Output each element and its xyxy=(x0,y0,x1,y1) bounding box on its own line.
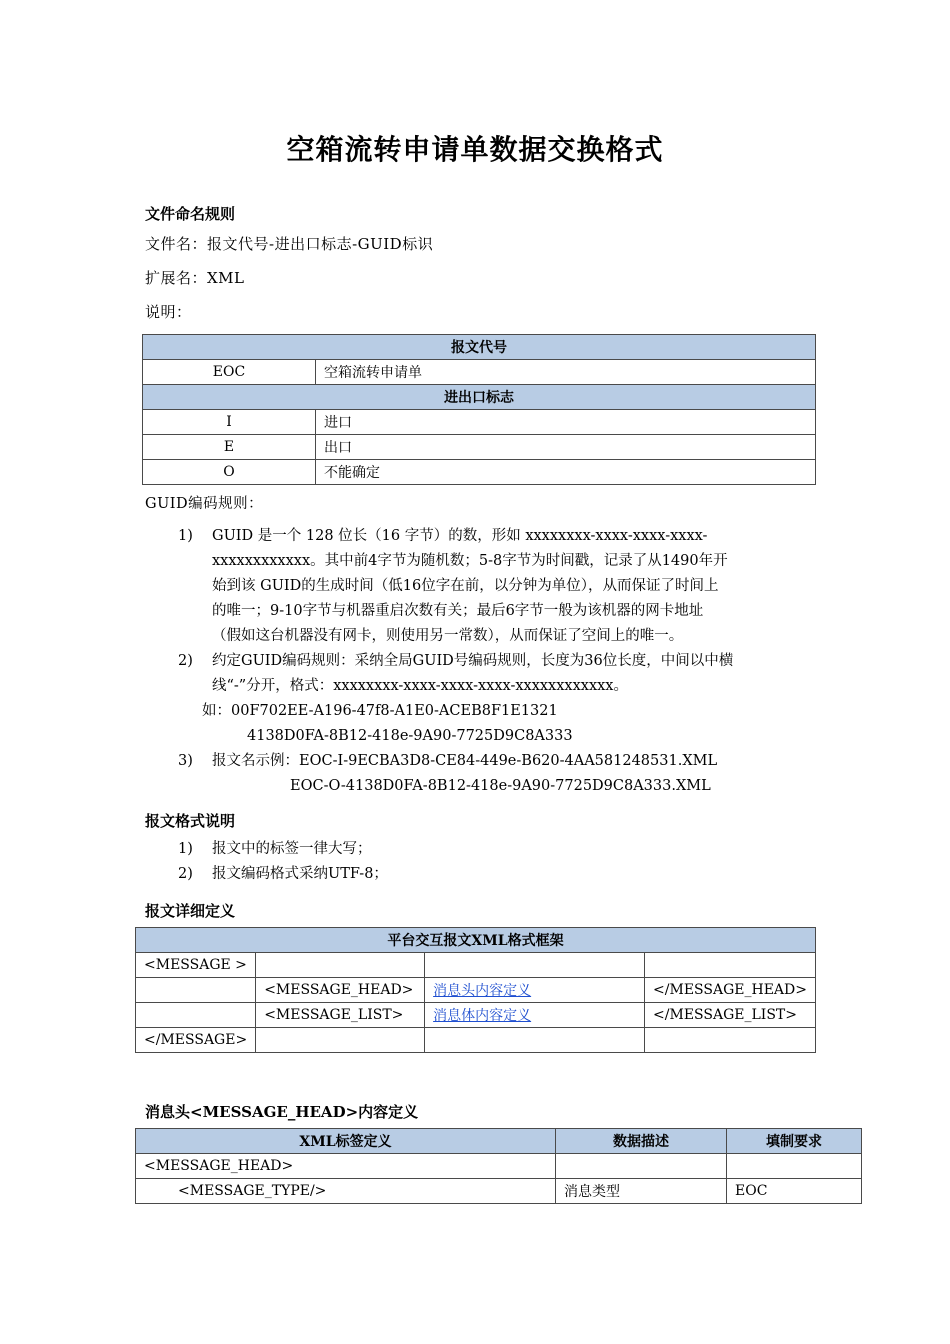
table-row xyxy=(143,360,816,385)
code-cell: I xyxy=(143,410,316,435)
desc-cell: 进口 xyxy=(316,410,816,435)
list-number: 2) xyxy=(178,653,193,669)
list-number: 1) xyxy=(178,841,193,857)
table-cell xyxy=(136,1003,256,1028)
guid-rule-line: xxxxxxxxxxxx。其中前4字节为随机数；5-8字节为时间戳，记录了从1490年开 xyxy=(212,553,728,569)
filename-example: 报文名示例：EOC-I-9ECBA3D8-CE84-449e-B620-4AA581248531.XML xyxy=(212,753,718,769)
table-cell: </MESSAGE> xyxy=(136,1028,256,1053)
table-cell xyxy=(556,1154,727,1179)
note-label: 说明： xyxy=(145,303,192,321)
code-table-header: 报文代号 xyxy=(143,335,816,360)
guid-rule-line: GUID 是一个 128 位长（16 字节）的数，形如 xxxxxxxx-xxxx-xxxx-xxxx- xyxy=(212,528,708,544)
table-cell xyxy=(645,1028,816,1053)
column-header: 数据描述 xyxy=(556,1129,727,1154)
message-head-table xyxy=(135,1128,862,1204)
page-title: 空箱流转申请单数据交换格式 xyxy=(286,133,664,166)
table-row xyxy=(136,978,816,1003)
table-cell: </MESSAGE_LIST> xyxy=(645,1003,816,1028)
table-cell xyxy=(645,953,816,978)
guid-rule-line: 始到该 GUID的生成时间（低16位字在前，以分钟为单位），从而保证了时间上 xyxy=(212,578,719,594)
table-row xyxy=(136,1179,862,1204)
message-head-definition-link[interactable]: 消息头内容定义 xyxy=(433,983,532,999)
message-list-definition-link[interactable]: 消息体内容定义 xyxy=(433,1008,532,1024)
code-cell: E xyxy=(143,435,316,460)
table-cell xyxy=(425,1028,645,1053)
extension-rule: 扩展名：XML xyxy=(145,269,245,287)
table-cell: EOC xyxy=(727,1179,862,1204)
guid-rule-line: （假如这台机器没有网卡，则使用另一常数），从而保证了空间上的唯一。 xyxy=(212,628,684,644)
table-cell: 消息类型 xyxy=(556,1179,727,1204)
guid-convention-line: 线“-”分开，格式：xxxxxxxx-xxxx-xxxx-xxxx-xxxxxxxxxxxx。 xyxy=(212,678,628,694)
head-def-heading: 消息头<MESSAGE_HEAD>内容定义 xyxy=(145,1103,419,1121)
table-row xyxy=(143,410,816,435)
table-row xyxy=(143,435,816,460)
table-cell xyxy=(136,978,256,1003)
xml-frame-table-title: 平台交互报文XML格式框架 xyxy=(136,928,816,953)
list-number: 3) xyxy=(178,753,193,769)
code-cell: EOC xyxy=(143,360,316,385)
table-row xyxy=(136,1028,816,1053)
list-number: 2) xyxy=(178,866,193,882)
naming-heading: 文件命名规则 xyxy=(145,205,236,223)
xml-frame-table xyxy=(135,927,816,1053)
table-cell xyxy=(727,1154,862,1179)
table-cell xyxy=(425,1003,645,1028)
guid-example: 如：00F702EE-A196-47f8-A1E0-ACEB8F1E1321 xyxy=(202,703,558,719)
format-heading: 报文格式说明 xyxy=(145,812,236,830)
column-header: 填制要求 xyxy=(727,1129,862,1154)
table-row xyxy=(143,460,816,485)
format-rule: 报文编码格式采纳UTF-8； xyxy=(212,866,388,882)
guid-example: 4138D0FA-8B12-418e-9A90-7725D9C8A333 xyxy=(247,728,573,744)
format-rule: 报文中的标签一律大写； xyxy=(212,841,372,857)
table-cell: <MESSAGE_HEAD> xyxy=(136,1154,556,1179)
table-cell xyxy=(425,953,645,978)
desc-cell: 出口 xyxy=(316,435,816,460)
table-cell: <MESSAGE_LIST> xyxy=(256,1003,425,1028)
table-cell: <MESSAGE_TYPE/> xyxy=(136,1179,556,1204)
guid-rule-line: 的唯一；9-10字节与机器重启次数有关；最后6字节一般为该机器的网卡地址 xyxy=(212,603,704,619)
table-row xyxy=(136,953,816,978)
filename-example: EOC-O-4138D0FA-8B12-418e-9A90-7725D9C8A333.XML xyxy=(290,778,711,794)
guid-convention-line: 约定GUID编码规则：采纳全局GUID号编码规则，长度为36位长度，中间以中横 xyxy=(212,653,734,669)
code-table xyxy=(142,334,816,485)
flag-table-header: 进出口标志 xyxy=(143,385,816,410)
table-cell: <MESSAGE_HEAD> xyxy=(256,978,425,1003)
column-header: XML标签定义 xyxy=(136,1129,556,1154)
code-cell: O xyxy=(143,460,316,485)
desc-cell: 不能确定 xyxy=(316,460,816,485)
table-cell xyxy=(256,953,425,978)
detail-heading: 报文详细定义 xyxy=(145,902,236,920)
list-number: 1) xyxy=(178,528,193,544)
desc-cell: 空箱流转申请单 xyxy=(316,360,816,385)
table-cell xyxy=(256,1028,425,1053)
filename-rule: 文件名：报文代号-进出口标志-GUID标识 xyxy=(145,235,434,253)
table-row xyxy=(136,1154,862,1179)
table-cell xyxy=(425,978,645,1003)
guid-heading: GUID编码规则： xyxy=(145,496,264,512)
table-cell: <MESSAGE > xyxy=(136,953,256,978)
table-cell: </MESSAGE_HEAD> xyxy=(645,978,816,1003)
table-row xyxy=(136,1003,816,1028)
